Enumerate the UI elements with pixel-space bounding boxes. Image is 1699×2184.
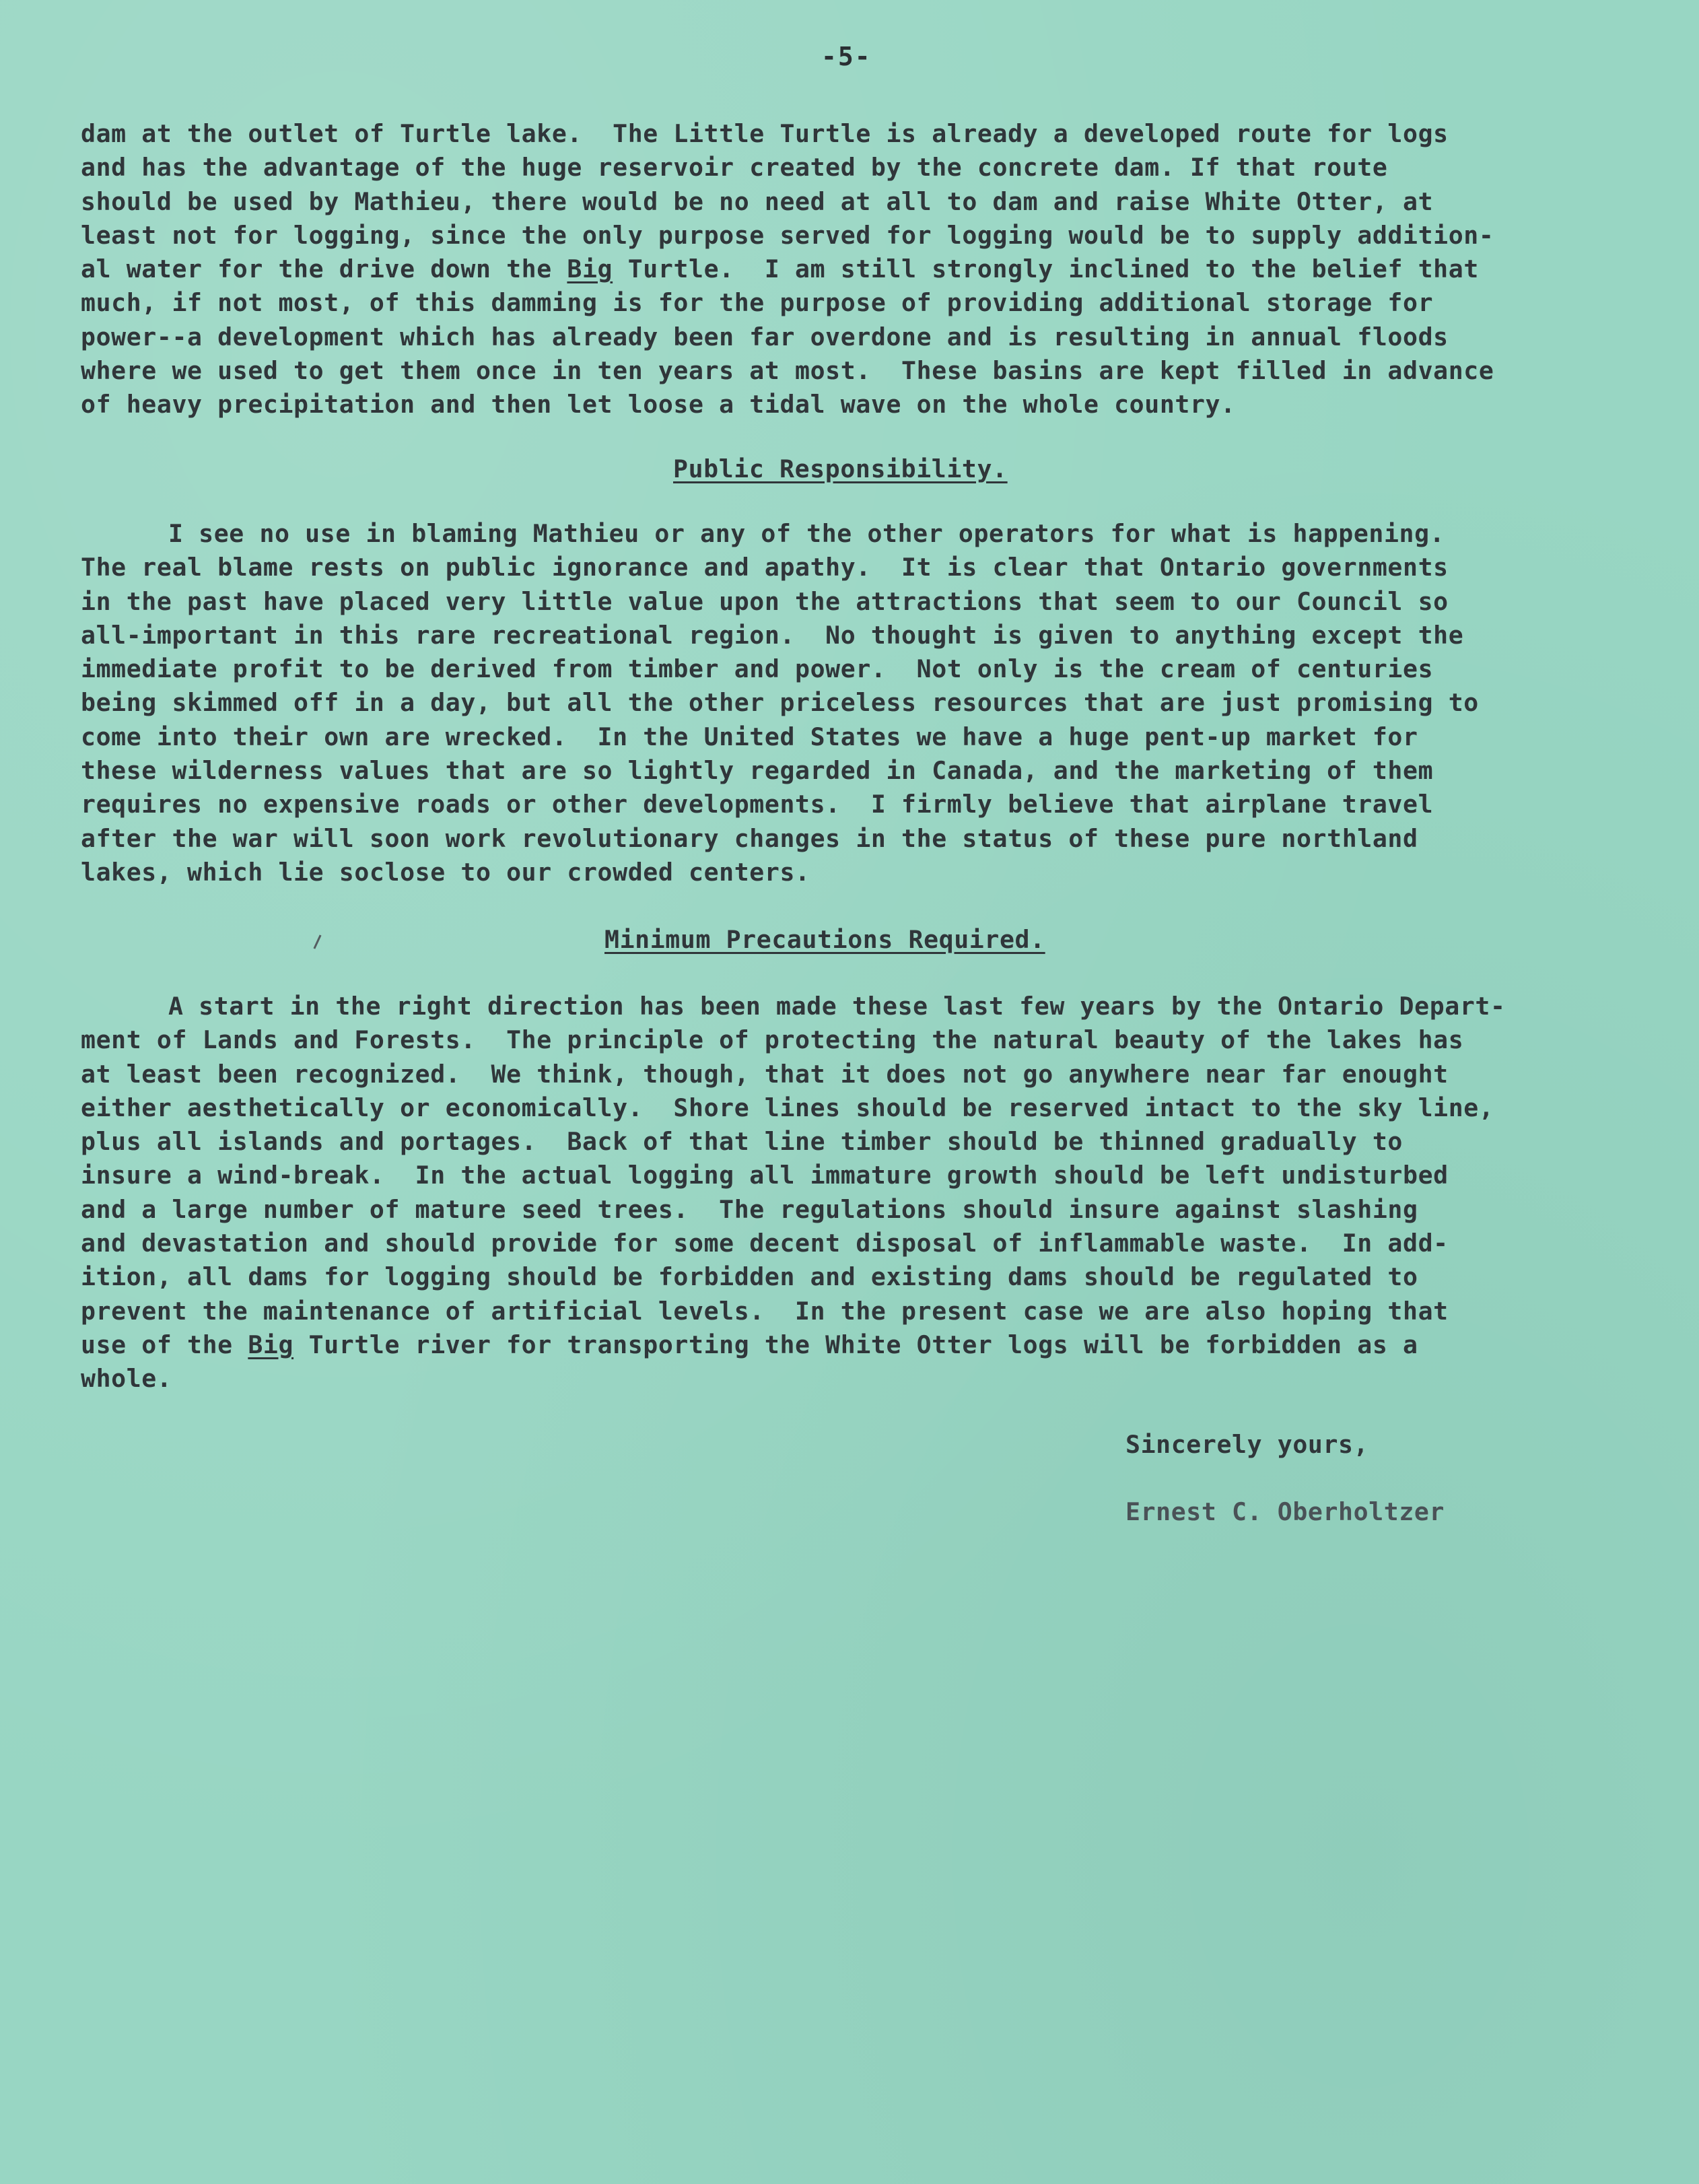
typed-signature: Ernest C. Oberholtzer [1125,1497,1445,1526]
text-line: at least been recognized. We think, though, that it does not go anywhere near far enought [81,1059,1449,1089]
text-line: either aesthetically or economically. Shore lines should be reserved intact to the sky line, [81,1093,1494,1122]
text-line: ition, all dams for logging should be forbidden and existing dams should be regulated to [81,1262,1418,1292]
underlined-word: Big [567,254,613,284]
underlined-word: Big [248,1330,294,1359]
stray-pen-mark [313,934,321,949]
text-line: requires no expensive roads or other developments. I firmly believe that airplane travel [81,790,1434,819]
text-line: least not for logging, since the only purpose served for logging would be to supply addition- [81,220,1494,250]
text-segment: Turtle river for transporting the White Otter logs will be forbidden as a [293,1330,1418,1359]
text-line: The real blame rests on public ignorance and apathy. It is clear that Ontario governments [81,553,1449,582]
text-line: insure a wind-break. In the actual logging all immature growth should be left undisturbed [81,1161,1449,1190]
text-line: these wilderness values that are so lightly regarded in Canada, and the marketing of them [81,756,1434,786]
text-line: much, if not most, of this damming is for the purpose of providing additional storage for [81,288,1434,318]
text-line: come into their own are wrecked. In the United States we have a huge pent-up market for [81,722,1418,751]
text-line: where we used to get them once in ten years at most. These basins are kept filled in advance [81,356,1494,386]
text-segment: use of the [81,1330,248,1359]
text-line: plus all islands and portages. Back of that line timber should be thinned gradually to [81,1127,1403,1157]
text-line [81,252,1649,286]
text-line: should be used by Mathieu, there would be no need at all to dam and raise White Otter, at [81,186,1434,216]
closing-salutation: Sincerely yours, [1125,1430,1369,1459]
paragraph-minimum-precautions [81,990,1649,1396]
page-number: -5- [821,42,872,71]
heading-public-responsibility: Public Responsibility. [673,454,1008,483]
text-segment: Turtle. I am still strongly inclined to the belief that [613,254,1479,284]
text-line: of heavy precipitation and then let loose a tidal wave on the whole country. [81,390,1236,419]
paragraph-public-responsibility [81,517,1649,889]
text-line: all-important in this rare recreational region. No thought is given to anything except the [81,620,1464,650]
text-line: lakes, which lie soclose to our crowded centers. [81,857,810,887]
text-line: in the past have placed very little value upon the attractions that seem to our Council so [81,586,1449,616]
text-line: and devastation and should provide for some decent disposal of inflammable waste. In add- [81,1229,1449,1258]
text-line [81,1328,1649,1362]
text-line: and a large number of mature seed trees. The regulations should insure against slashing [81,1194,1418,1224]
text-line: power--a development which has already been far overdone and is resulting in annual floods [81,322,1449,351]
text-segment: al water for the drive down the [81,254,567,284]
text-line: dam at the outlet of Turtle lake. The Little Turtle is already a developed route for logs [81,119,1449,148]
paragraph-turtle-lake-damming [81,117,1649,422]
text-line: whole. [81,1364,172,1394]
text-line: immediate profit to be derived from timber and power. Not only is the cream of centuries [81,654,1434,684]
text-line: and has the advantage of the huge reservoir created by the concrete dam. If that route [81,153,1388,182]
text-line: being skimmed off in a day, but all the other priceless resources that are just promising to [81,688,1479,718]
text-line: prevent the maintenance of artificial levels. In the present case we are also hoping that [81,1296,1449,1326]
text-line: ment of Lands and Forests. The principle of protecting the natural beauty of the lakes has [81,1025,1464,1055]
text-line: I see no use in blaming Mathieu or any of the other operators for what is happening. [168,519,1445,548]
heading-minimum-precautions: Minimum Precautions Required. [604,925,1045,954]
text-line: after the war will soon work revolutionary changes in the status of these pure northland [81,823,1418,853]
text-line: A start in the right direction has been made these last few years by the Ontario Depart- [168,992,1506,1021]
